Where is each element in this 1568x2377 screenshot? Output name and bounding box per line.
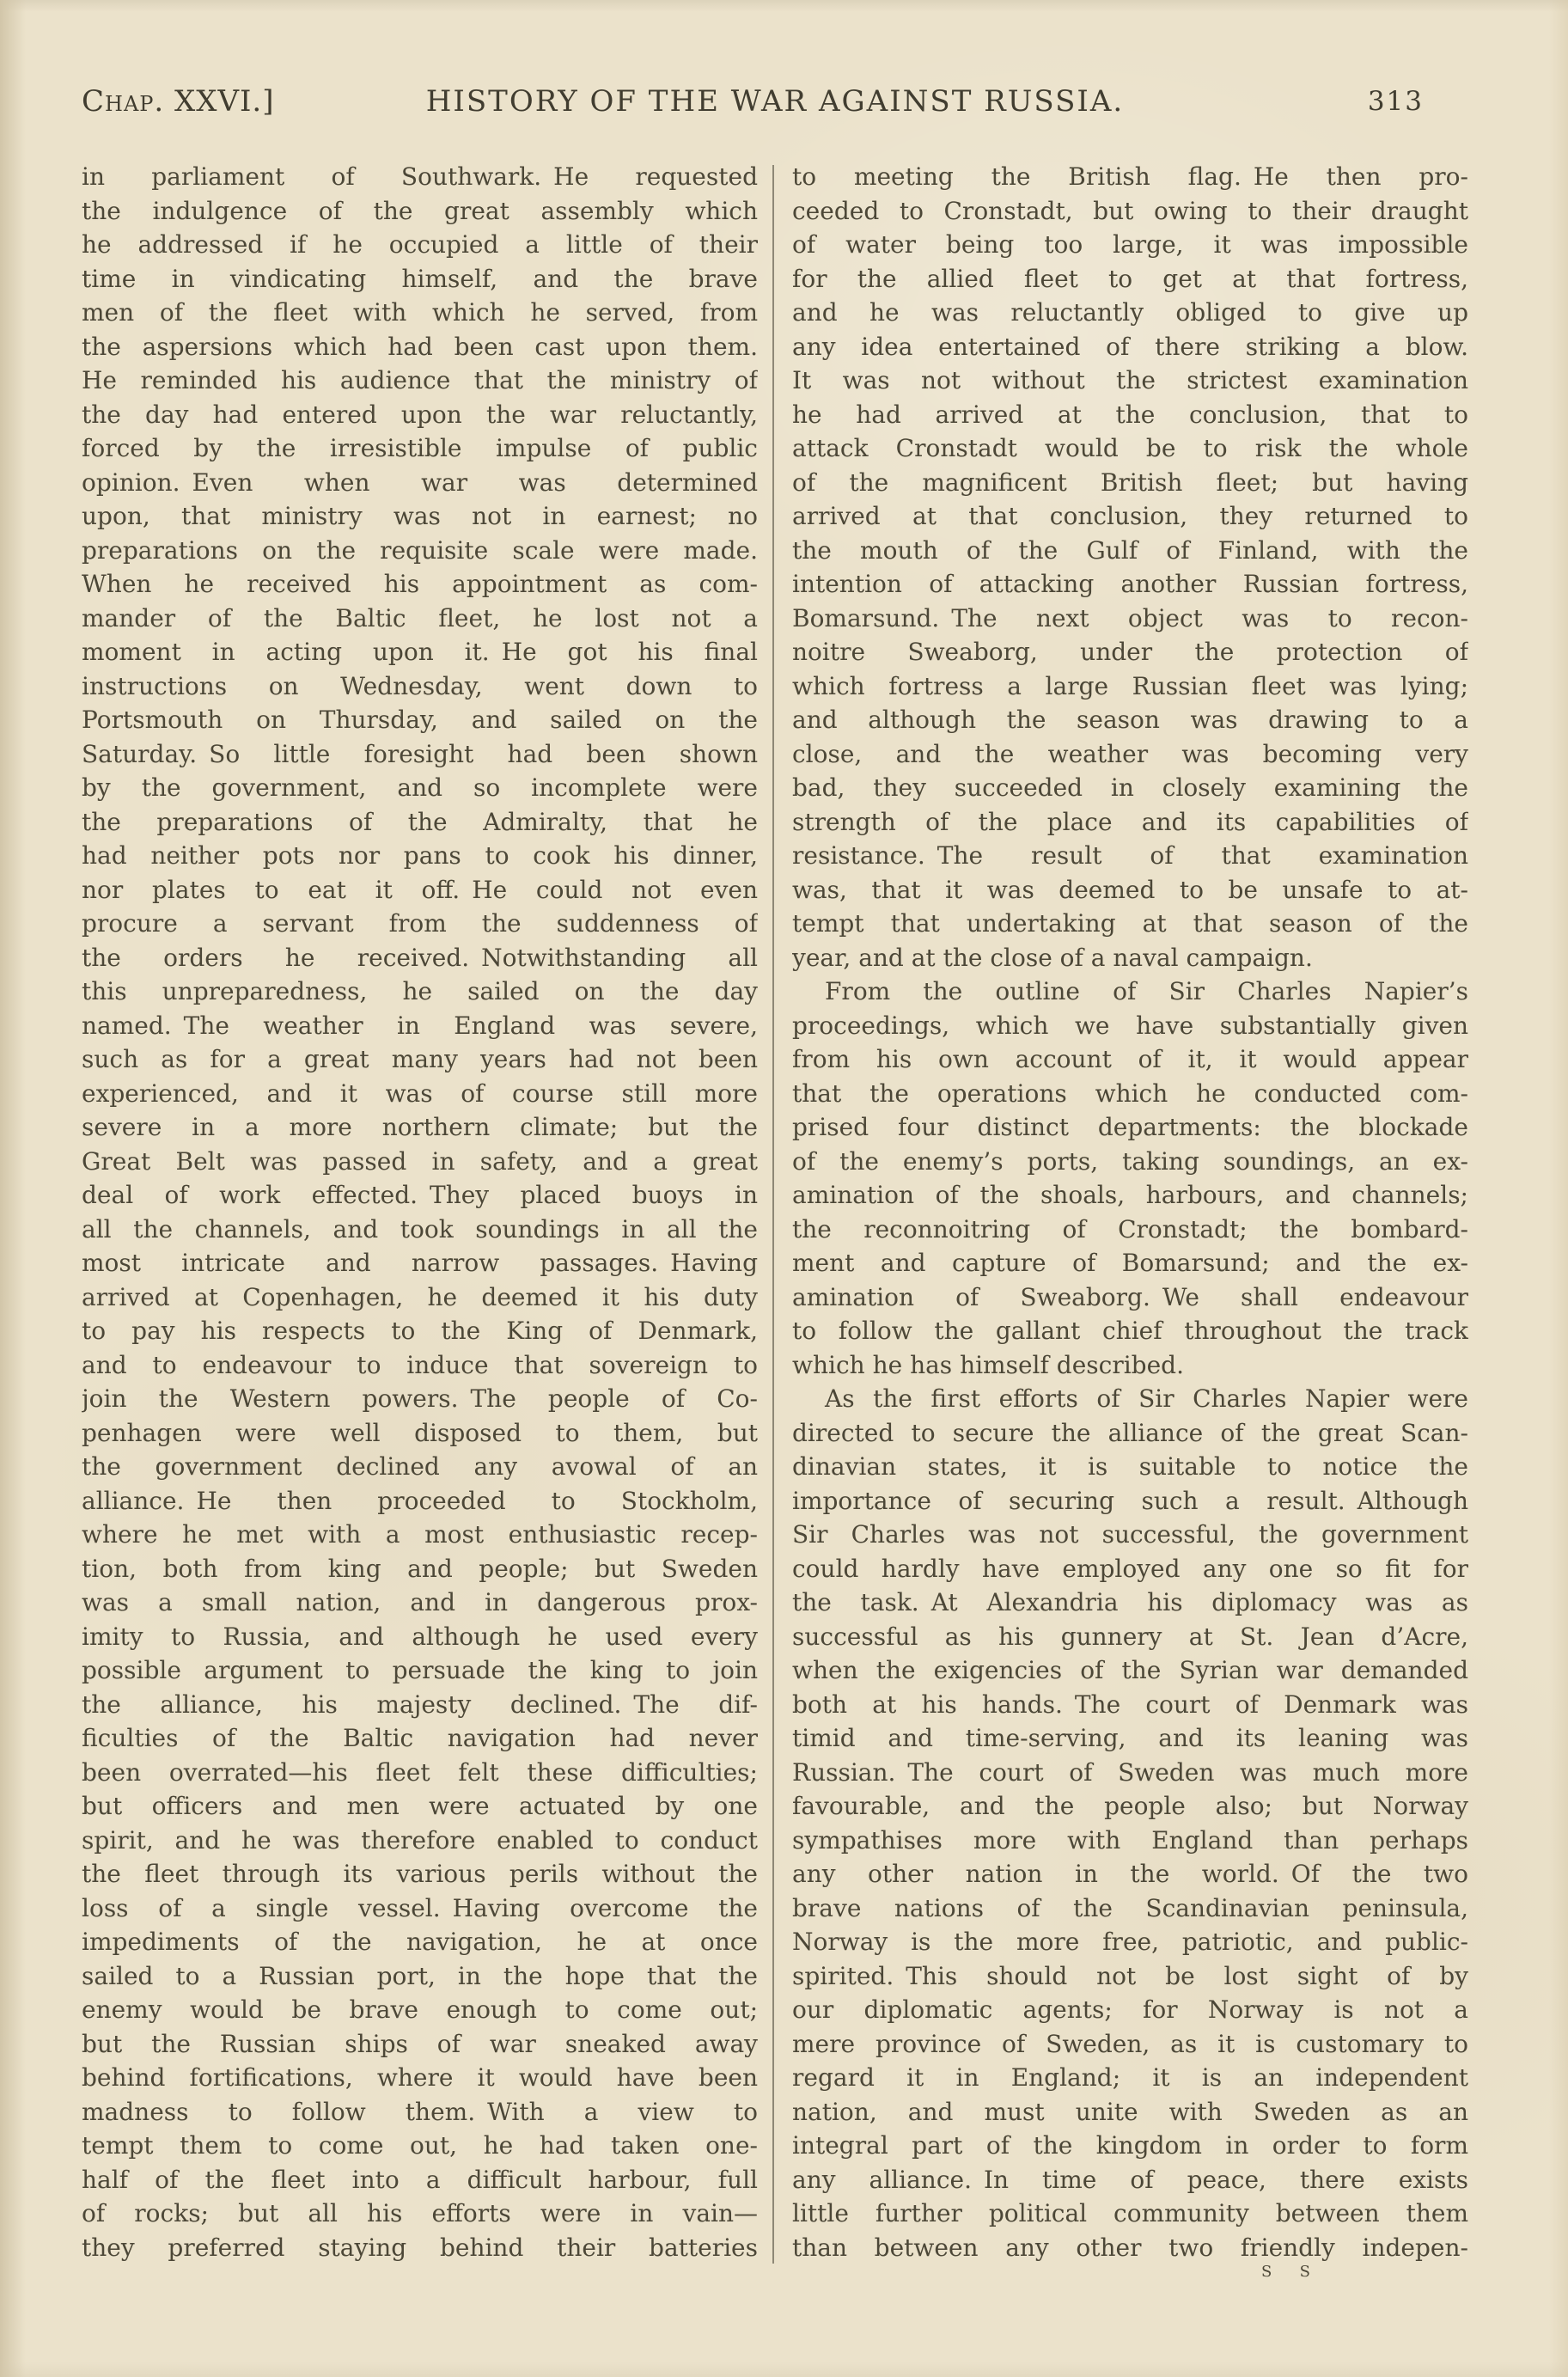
text-line: instructions on Wednesday, went down to — [82, 671, 758, 700]
text-line: was a small nation, and in dangerous prox- — [82, 1588, 758, 1616]
text-line: ficulties of the Baltic navigation had never — [82, 1724, 758, 1752]
text-line: tion, both from king and people; but Sweden — [82, 1554, 758, 1583]
text-line: that the operations which he conducted com- — [792, 1079, 1468, 1108]
text-line: which fortress a large Russian fleet was lying; — [792, 671, 1468, 700]
text-line: amination of the shoals, harbours, and channels; — [792, 1181, 1468, 1209]
text-line: brave nations of the Scandinavian peninsula, — [792, 1893, 1468, 1922]
text-line: join the Western powers. The people of Co- — [82, 1384, 758, 1413]
text-line: resistance. The result of that examination — [792, 841, 1468, 870]
text-line: and to endeavour to induce that sovereign to — [82, 1350, 758, 1379]
text-line: impediments of the navigation, he at once — [82, 1928, 758, 1956]
text-line: opinion. Even when war was determined — [82, 467, 758, 497]
text-line: nor plates to eat it off. He could not even — [82, 875, 758, 904]
text-line: integral part of the kingdom in order to form — [792, 2131, 1468, 2160]
text-line: tempt that undertaking at that season of the — [792, 909, 1468, 938]
page-header — [82, 84, 1468, 122]
text-line: this unpreparedness, he sailed on the day — [82, 977, 758, 1005]
text-line: tempt them to come out, he had taken one- — [82, 2131, 758, 2160]
text-line: From the outline of Sir Charles Napier’s — [825, 977, 1468, 1005]
text-line: procure a servant from the suddenness of — [82, 909, 758, 938]
text-line: mere province of Sweden, as it is customary to — [792, 2029, 1468, 2058]
text-line: enemy would be brave enough to come out; — [82, 1995, 758, 2024]
text-line: Russian. The court of Sweden was much more — [792, 1757, 1468, 1787]
text-line: As the first efforts of Sir Charles Napier were — [825, 1384, 1468, 1413]
signature-mark: s s — [1261, 2257, 1316, 2282]
text-line: attack Cronstadt would be to risk the whole — [792, 434, 1468, 462]
text-line: moment in acting upon it. He got his final — [82, 638, 758, 666]
text-line: strength of the place and its capabilities of — [792, 807, 1468, 836]
text-line: men of the fleet with which he served, from — [82, 298, 758, 327]
text-line: from his own account of it, it would appear — [792, 1045, 1468, 1073]
text-line: close, and the weather was becoming very — [792, 739, 1468, 768]
text-line: He reminded his audience that the ministry of — [82, 366, 758, 394]
text-line: When he received his appointment as com- — [82, 570, 758, 598]
text-line: but officers and men were actuated by one — [82, 1792, 758, 1820]
text-line: to pay his respects to the King of Denmark, — [82, 1317, 758, 1345]
text-line: prised four distinct departments: the blockade — [792, 1113, 1468, 1141]
text-line: and he was reluctantly obliged to give up — [792, 298, 1468, 327]
chapter-label: Chap. XXVI.] — [82, 84, 275, 119]
text-line: spirited. This should not be lost sight of by — [792, 1961, 1468, 1990]
text-line: Great Belt was passed in safety, and a great — [82, 1146, 758, 1176]
text-line: timid and time-serving, and its leaning was — [792, 1724, 1468, 1752]
text-line: such as for a great many years had not been — [82, 1045, 758, 1073]
text-line: noitre Sweaborg, under the protection of — [792, 638, 1468, 666]
text-line: time in vindicating himself, and the brave — [82, 264, 758, 293]
text-line: deal of work effected. They placed buoys in — [82, 1181, 758, 1209]
text-line: was, that it was deemed to be unsafe to at- — [792, 875, 1468, 904]
text-line: proceedings, which we have substantially given — [792, 1011, 1468, 1040]
text-line: Saturday. So little foresight had been shown — [82, 739, 758, 768]
text-line: nation, and must unite with Sweden as an — [792, 2097, 1468, 2126]
text-line: successful as his gunnery at St. Jean d’Acre, — [792, 1622, 1468, 1651]
text-line: the reconnoitring of Cronstadt; the bombard- — [792, 1214, 1468, 1243]
text-line: to follow the gallant chief throughout the track — [792, 1317, 1468, 1345]
text-line: possible argument to persuade the king to join — [82, 1656, 758, 1684]
text-line: little further political community between them — [792, 2199, 1468, 2227]
text-line: upon, that ministry was not in earnest; no — [82, 502, 758, 530]
text-line: our diplomatic agents; for Norway is not a — [792, 1995, 1468, 2024]
text-line: and although the season was drawing to a — [792, 706, 1468, 734]
text-line: sailed to a Russian port, in the hope that the — [82, 1961, 758, 1990]
text-line: penhagen were well disposed to them, but — [82, 1418, 758, 1447]
text-line: mander of the Baltic fleet, he lost not a — [82, 603, 758, 632]
text-line: spirit, and he was therefore enabled to conduct — [82, 1825, 758, 1855]
running-title: HISTORY OF THE WAR AGAINST RUSSIA. — [425, 84, 1125, 119]
text-line: by the government, and so incomplete were — [82, 773, 758, 802]
text-line: behind fortifications, where it would have been — [82, 2063, 758, 2092]
text-line: favourable, and the people also; but Norway — [792, 1792, 1468, 1820]
text-line: the aspersions which had been cast upon them. — [82, 332, 758, 361]
text-line: alliance. He then proceeded to Stockholm, — [82, 1486, 758, 1515]
text-line: severe in a more northern climate; but the — [82, 1113, 758, 1141]
text-line: of rocks; but all his efforts were in vain— — [82, 2199, 758, 2227]
text-line: regard it in England; it is an independent — [792, 2063, 1468, 2092]
text-line: to meeting the British flag. He then pro- — [792, 162, 1468, 191]
text-line: any other nation in the world. Of the two — [792, 1860, 1468, 1888]
text-line: all the channels, and took soundings in all the — [82, 1214, 758, 1243]
text-line: Bomarsund. The next object was to recon- — [792, 603, 1468, 632]
text-line: madness to follow them. With a view to — [82, 2097, 758, 2126]
text-line: the indulgence of the great assembly which — [82, 196, 758, 225]
text-line: the task. At Alexandria his diplomacy was as — [792, 1588, 1468, 1616]
text-line: sympathises more with England than perhaps — [792, 1825, 1468, 1855]
text-line: arrived at that conclusion, they returned to — [792, 502, 1468, 530]
text-line: the orders he received. Notwithstanding all — [82, 943, 758, 972]
text-line: of the magnificent British fleet; but having — [792, 467, 1468, 497]
text-column-left — [82, 160, 758, 2264]
text-line: when the exigencies of the Syrian war demanded — [792, 1656, 1468, 1684]
text-line: Norway is the more free, patriotic, and public- — [792, 1928, 1468, 1956]
text-line: both at his hands. The court of Denmark was — [792, 1690, 1468, 1719]
text-line: had neither pots nor pans to cook his dinner, — [82, 841, 758, 870]
text-line: Portsmouth on Thursday, and sailed on the — [82, 706, 758, 734]
text-line: the alliance, his majesty declined. The dif- — [82, 1690, 758, 1719]
text-line: experienced, and it was of course still more — [82, 1079, 758, 1108]
text-line: year, and at the close of a naval campaign. — [792, 943, 1313, 972]
text-line: half of the fleet into a difficult harbour, full — [82, 2165, 758, 2194]
text-line: but the Russian ships of war sneaked away — [82, 2029, 758, 2058]
text-line: named. The weather in England was severe, — [82, 1011, 758, 1040]
text-line: which he has himself described. — [792, 1350, 1184, 1379]
text-line: been overrated—his fleet felt these difficulties; — [82, 1757, 758, 1787]
text-line: most intricate and narrow passages. Having — [82, 1249, 758, 1277]
text-line: loss of a single vessel. Having overcome the — [82, 1893, 758, 1922]
page-number: 313 — [1367, 86, 1424, 117]
text-line: ment and capture of Bomarsund; and the ex- — [792, 1249, 1468, 1277]
text-line: any idea entertained of there striking a blow. — [792, 332, 1468, 361]
text-line: he had arrived at the conclusion, that to — [792, 400, 1468, 429]
text-line: directed to secure the alliance of the great Scan- — [792, 1418, 1468, 1447]
text-line: of the enemy’s ports, taking soundings, an ex- — [792, 1146, 1468, 1176]
text-line: he addressed if he occupied a little of their — [82, 230, 758, 259]
text-line: the preparations of the Admiralty, that he — [82, 807, 758, 836]
text-line: intention of attacking another Russian fortress, — [792, 570, 1468, 598]
text-line: arrived at Copenhagen, he deemed it his duty — [82, 1282, 758, 1311]
text-column-right — [792, 160, 1468, 2264]
text-line: any alliance. In time of peace, there exists — [792, 2165, 1468, 2194]
text-line: in parliament of Southwark. He requested — [82, 162, 758, 191]
text-line: of water being too large, it was impossible — [792, 230, 1468, 259]
text-line: Sir Charles was not successful, the government — [792, 1520, 1468, 1549]
text-line: bad, they succeeded in closely examining the — [792, 773, 1468, 802]
text-line: importance of securing such a result. Although — [792, 1486, 1468, 1515]
text-line: the mouth of the Gulf of Finland, with the — [792, 535, 1468, 565]
text-line: preparations on the requisite scale were made. — [82, 535, 758, 565]
text-line: than between any other two friendly indepen- — [792, 2233, 1468, 2262]
text-line: could hardly have employed any one so fit for — [792, 1554, 1468, 1583]
text-line: dinavian states, it is suitable to notice the — [792, 1452, 1468, 1481]
text-line: It was not without the strictest examination — [792, 366, 1468, 394]
column-divider — [772, 165, 774, 2264]
text-line: amination of Sweaborg. We shall endeavour — [792, 1282, 1468, 1311]
text-line: they preferred staying behind their batteries — [82, 2233, 758, 2262]
text-line: the fleet through its various perils without the — [82, 1860, 758, 1888]
text-line: the government declined any avowal of an — [82, 1452, 758, 1481]
text-line: for the allied fleet to get at that fortress, — [792, 264, 1468, 293]
text-line: where he met with a most enthusiastic recep- — [82, 1520, 758, 1549]
text-line: forced by the irresistible impulse of public — [82, 434, 758, 462]
text-line: the day had entered upon the war reluctantly, — [82, 400, 758, 429]
text-line: ceeded to Cronstadt, but owing to their draught — [792, 196, 1468, 225]
text-line: imity to Russia, and although he used every — [82, 1622, 758, 1651]
